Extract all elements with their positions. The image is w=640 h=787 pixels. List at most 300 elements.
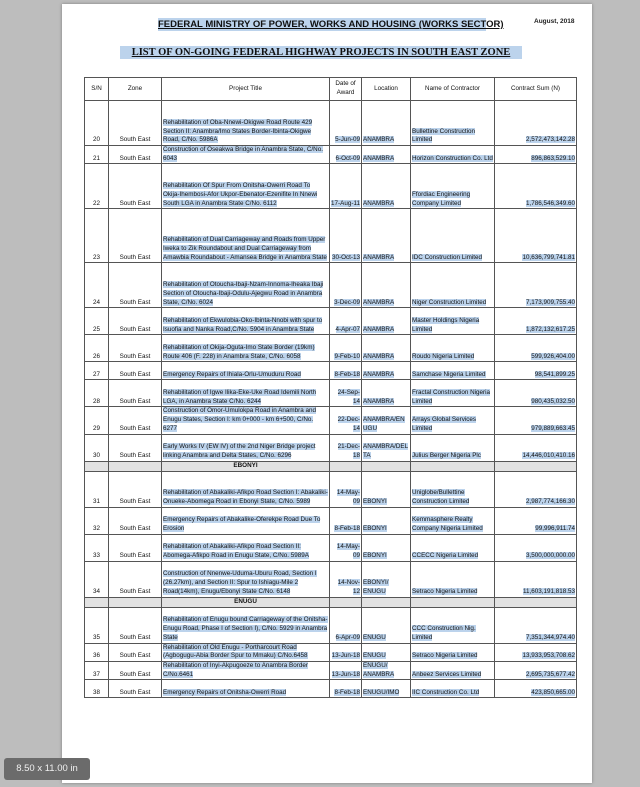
row-zone: South East [119, 451, 151, 459]
row-sn-cell [85, 209, 109, 263]
row-location-cell [362, 209, 411, 263]
row-contract-sum: 2,987,774,166.30 [525, 497, 575, 505]
row-date-of-award-cell [330, 680, 362, 698]
row-sn: 34 [92, 587, 100, 595]
table-row [85, 209, 577, 263]
section-cell [85, 461, 109, 471]
section-cell [362, 461, 411, 471]
row-sn: 31 [92, 497, 100, 505]
row-zone: South East [119, 370, 151, 378]
row-zone-cell [109, 507, 162, 534]
row-location: ENUGU/ ANAMBRA [363, 661, 395, 678]
row-date-of-award: 5-Jun-09 [335, 136, 360, 144]
row-project-title: Emergency Repairs of Onitsha-Owerri Road [163, 688, 287, 696]
row-contract-sum: 423,850,665.00 [531, 688, 575, 696]
row-project-title-cell [162, 101, 330, 146]
row-location-cell [362, 507, 411, 534]
row-zone: South East [119, 352, 151, 360]
section-cell [330, 461, 362, 471]
row-project-title: Rehabilitation of Igwe Ilika-Eke-Uke Road Idemili North LGA, in Anambra State C/No. 6244 [163, 389, 317, 405]
section-cell [411, 597, 495, 607]
row-zone-cell [109, 380, 162, 407]
row-sn: 26 [92, 352, 100, 360]
row-location: ENUGU [363, 633, 386, 641]
row-project-title: Rehabilitation of Abakaliki-Afikpo Road Section I: Abakaliki-Onueke-Abomega Road in Ebonyi State, C/No. 5989 [163, 489, 328, 505]
table-row [85, 263, 577, 308]
row-contractor: Samchase Nigeria Limited [412, 370, 486, 378]
row-date-of-award-cell [330, 661, 362, 679]
row-sn: 33 [92, 551, 100, 559]
col-contractor-header: Name of Contractor [411, 78, 495, 101]
row-project-title: Construction of Omor-Umulokpa Road in Anambra and Enugu States, Section I: km 0+000 - km 6+500, C/No. 6277 [163, 407, 316, 432]
row-contract-sum-cell [495, 607, 577, 643]
row-sn: 36 [92, 652, 100, 660]
row-zone-cell [109, 335, 162, 362]
row-contract-sum: 980,435,032.50 [531, 397, 575, 405]
row-sn: 21 [92, 154, 100, 162]
row-sn-cell [85, 434, 109, 461]
row-contract-sum: 3,500,000,000.00 [525, 551, 575, 559]
row-location: ANAMBRA/EN UGU [363, 416, 405, 432]
row-date-of-award-cell [330, 101, 362, 146]
row-contract-sum-cell [495, 380, 577, 407]
row-project-title: Construction of Oseakwa Bridge in Anambra State, C/No. 6043 [163, 146, 323, 162]
row-sn-cell [85, 308, 109, 335]
projects-table-body [85, 101, 577, 698]
row-project-title-cell [162, 380, 330, 407]
row-contract-sum: 2,695,735,677.42 [525, 670, 575, 678]
row-sn-cell [85, 164, 109, 209]
row-date-of-award-cell [330, 263, 362, 308]
row-contractor-cell [411, 335, 495, 362]
row-contract-sum: 979,889,663.45 [531, 424, 575, 432]
row-date-of-award: 24-Sep-14 [337, 389, 360, 405]
row-project-title: Rehabilitation of Enugu bound Carriageway of the Onitsha-Enugu Road, Phase I of Section I), C/No. 5929 in Anambra State [163, 616, 328, 641]
row-contractor: CCC Construction Nig. Limited [412, 625, 476, 641]
row-project-title-cell [162, 643, 330, 661]
row-contractor-cell [411, 434, 495, 461]
row-date-of-award: 13-Jun-18 [331, 670, 360, 678]
row-contract-sum: 10,636,799,741.81 [522, 253, 575, 261]
row-project-title-cell [162, 507, 330, 534]
row-contract-sum-cell [495, 471, 577, 507]
row-sn-cell [85, 407, 109, 434]
row-contractor: CCECC Nigeria Limited [412, 551, 479, 559]
row-sn-cell [85, 335, 109, 362]
section-cell [109, 461, 162, 471]
row-zone: South East [119, 688, 151, 696]
row-sn-cell [85, 661, 109, 679]
row-zone-cell [109, 101, 162, 146]
row-project-title-cell [162, 335, 330, 362]
row-zone-cell [109, 209, 162, 263]
row-location-cell [362, 680, 411, 698]
section-cell [85, 597, 109, 607]
row-contractor-cell [411, 362, 495, 380]
row-date-of-award: 30-Oct-13 [332, 253, 360, 261]
row-date-of-award-cell [330, 362, 362, 380]
section-cell [495, 461, 577, 471]
row-date-of-award: 21-Dec-18 [337, 443, 360, 459]
row-contract-sum-cell [495, 680, 577, 698]
col-zone-header: Zone [109, 78, 162, 101]
row-contractor: Setraco Nigeria Limited [412, 652, 478, 660]
row-sn-cell [85, 380, 109, 407]
row-contract-sum: 7,173,909,755.40 [525, 298, 575, 306]
row-contract-sum-cell [495, 362, 577, 380]
row-zone: South East [119, 633, 151, 641]
table-row [85, 380, 577, 407]
row-project-title-cell [162, 146, 330, 164]
row-date-of-award: 8-Feb-18 [334, 370, 360, 378]
row-location: ANAMBRA [363, 154, 395, 162]
row-contractor: Anbeez Services Limited [412, 670, 482, 678]
row-sn: 37 [92, 670, 100, 678]
row-zone-cell [109, 407, 162, 434]
row-project-title-cell [162, 434, 330, 461]
row-zone: South East [119, 253, 151, 261]
row-location-cell [362, 335, 411, 362]
row-project-title: Rehabilitation of Okija-Oguta-Imo State Border (19km) Route 406 (F. 228) in Anambra State, C/No. 6058 [163, 344, 315, 360]
section-label: EBONYI [162, 461, 330, 471]
row-date-of-award-cell [330, 164, 362, 209]
row-zone: South East [119, 325, 151, 333]
row-sn: 38 [92, 688, 100, 696]
row-contractor-cell [411, 263, 495, 308]
row-date-of-award-cell [330, 471, 362, 507]
section-row [85, 461, 577, 471]
table-row [85, 101, 577, 146]
section-cell [362, 597, 411, 607]
col-sum-header: Contract Sum (N) [495, 78, 577, 101]
row-zone: South East [119, 298, 151, 306]
row-location-cell [362, 101, 411, 146]
row-contractor-cell [411, 561, 495, 597]
row-date-of-award-cell [330, 434, 362, 461]
row-zone: South East [119, 524, 151, 532]
row-sn-cell [85, 362, 109, 380]
row-project-title: Rehabilitation of Abakaliki-Afikpo Road Section II: Abomega-Afikpo Road in Enugu State, C/No. 5989A [163, 543, 309, 559]
row-date-of-award-cell [330, 308, 362, 335]
row-location: ANAMBRA [363, 397, 395, 405]
row-contract-sum: 11,603,191,818.53 [522, 587, 575, 595]
row-location: ANAMBRA [363, 136, 395, 144]
row-zone: South East [119, 587, 151, 595]
row-date-of-award: 14-Nov-12 [337, 579, 360, 595]
col-location-header: Location [362, 78, 411, 101]
projects-table [84, 77, 577, 698]
row-date-of-award-cell [330, 507, 362, 534]
row-project-title-cell [162, 362, 330, 380]
row-contractor: Arrays Global Services Limited [412, 416, 477, 432]
row-contractor-cell [411, 661, 495, 679]
row-contractor: IIC Construction Co. Ltd [412, 688, 480, 696]
row-date-of-award: 14-May-09 [336, 543, 360, 559]
row-project-title-cell [162, 209, 330, 263]
section-label: ENUGU [162, 597, 330, 607]
row-project-title: Emergency Repairs of Abakalike-Oferekpe Road Due To Erosion [163, 516, 321, 532]
row-contract-sum-cell [495, 263, 577, 308]
row-contract-sum: 2,572,473,142.28 [525, 136, 575, 144]
row-project-title-cell [162, 407, 330, 434]
table-row [85, 643, 577, 661]
row-sn-cell [85, 561, 109, 597]
row-sn: 24 [92, 298, 100, 306]
table-row [85, 407, 577, 434]
row-location-cell [362, 362, 411, 380]
table-row [85, 561, 577, 597]
row-contractor: Master Holdings Nigeria Limited [412, 317, 480, 333]
row-project-title: Construction of Nnenwe-Uduma-Uburu Road, Section I (26.27km), and Section II: Spur to Ishiagu-Mile 2 Road(14km), Enugu/Ebonyi State C/No. 6148 [163, 570, 317, 595]
row-sn-cell [85, 146, 109, 164]
col-sn-header: S/N [85, 78, 109, 101]
row-date-of-award-cell [330, 335, 362, 362]
row-location-cell [362, 407, 411, 434]
row-contractor: IDC Construction Limited [412, 253, 482, 261]
row-zone-cell [109, 607, 162, 643]
section-cell [330, 597, 362, 607]
row-zone-cell [109, 661, 162, 679]
row-contract-sum-cell [495, 507, 577, 534]
row-contractor: Uniglobe/Bullettine Construction Limited [412, 489, 470, 505]
row-contract-sum: 13,933,953,708.62 [522, 652, 575, 660]
row-contractor-cell [411, 643, 495, 661]
row-zone: South East [119, 136, 151, 144]
row-sn: 28 [92, 397, 100, 405]
row-project-title-cell [162, 534, 330, 561]
row-contractor: Horizon Construction Co. Ltd [412, 154, 493, 162]
row-location: EBONYI [363, 497, 387, 505]
table-row [85, 146, 577, 164]
row-zone-cell [109, 308, 162, 335]
row-project-title: Rehabilitation of Oba-Nnewi-Okigwe Road Route 429 Section II: Anambra/Imo States Border-Ibinta-Okigwe Road, C/No. 5986A [163, 118, 313, 144]
table-row [85, 534, 577, 561]
table-row [85, 661, 577, 679]
row-location-cell [362, 146, 411, 164]
row-contractor-cell [411, 101, 495, 146]
table-row [85, 362, 577, 380]
row-project-title: Early Works IV (EW IV) of the 2nd Niger Bridge project linking Anambra and Delta States, C/No. 6296 [163, 443, 316, 459]
row-contractor-cell [411, 680, 495, 698]
row-date-of-award: 6-Oct-09 [335, 154, 360, 162]
row-location: ANAMBRA [363, 298, 395, 306]
row-zone-cell [109, 534, 162, 561]
row-sn: 27 [92, 370, 100, 378]
row-date-of-award: 14-May-09 [336, 489, 360, 505]
section-cell [109, 597, 162, 607]
row-project-title: Rehabilitation of Otoucha-Ibaji-Nzam-Innoma-Iheaka Ibaji Section of Otoucha-Ibaji-Odulu-Ajegwu Road in Anambra State, C/No. 6024 [163, 281, 324, 306]
row-zone-cell [109, 146, 162, 164]
row-sn-cell [85, 680, 109, 698]
row-contractor: Fractal Construction Nigeria Limited [412, 389, 491, 405]
section-cell [411, 461, 495, 471]
row-zone: South East [119, 397, 151, 405]
row-contract-sum-cell [495, 164, 577, 209]
row-sn-cell [85, 507, 109, 534]
row-location-cell [362, 434, 411, 461]
row-location-cell [362, 607, 411, 643]
row-date-of-award: 9-Feb-10 [334, 352, 360, 360]
row-contract-sum-cell [495, 146, 577, 164]
row-contract-sum: 14,446,010,410.16 [522, 451, 575, 459]
row-date-of-award: 8-Feb-18 [334, 524, 360, 532]
row-date-of-award-cell [330, 407, 362, 434]
row-location: ENUGU [363, 652, 386, 660]
row-contract-sum: 7,351,344,974.40 [525, 633, 575, 641]
row-project-title-cell [162, 561, 330, 597]
row-contractor: Niger Construction Limited [412, 298, 487, 306]
row-sn-cell [85, 263, 109, 308]
row-contractor-cell [411, 380, 495, 407]
row-contractor: Roudo Nigeria Limited [412, 352, 475, 360]
row-contract-sum-cell [495, 209, 577, 263]
row-contractor: Setraco Nigeria Limited [412, 587, 478, 595]
row-sn: 35 [92, 633, 100, 641]
row-contract-sum: 98,541,899.25 [534, 370, 575, 378]
table-row [85, 335, 577, 362]
row-location-cell [362, 380, 411, 407]
row-date-of-award: 22-Dec-14 [337, 416, 360, 432]
row-zone-cell [109, 643, 162, 661]
row-contractor-cell [411, 407, 495, 434]
row-project-title: Rehabilitation Of Spur From Onitsha-Owerri Road To Okija-Ihembosi-Afor Ukpor-Ebenator-Ezenifite In Nnewi South LGA in Anambra State C/No. 6112 [163, 182, 318, 207]
row-zone-cell [109, 561, 162, 597]
row-contractor-cell [411, 607, 495, 643]
row-sn-cell [85, 607, 109, 643]
row-date-of-award-cell [330, 561, 362, 597]
row-location: ENUGU/IMO [363, 688, 400, 696]
row-zone: South East [119, 551, 151, 559]
col-project-header: Project Title [162, 78, 330, 101]
row-project-title-cell [162, 661, 330, 679]
row-location-cell [362, 308, 411, 335]
row-project-title: Rehabilitation of Ekwulobia-Oko-Ibinta-Nnobi with spur to Isuofia and Nanka Road,C/No. 5904 in Anambra State [163, 317, 323, 333]
row-zone-cell [109, 164, 162, 209]
row-date-of-award: 17-Aug-11 [331, 199, 360, 207]
row-date-of-award-cell [330, 607, 362, 643]
row-location: ANAMBRA [363, 253, 395, 261]
row-zone: South East [119, 154, 151, 162]
row-location: EBONYI [363, 551, 387, 559]
document-page [62, 4, 592, 783]
row-project-title-cell [162, 607, 330, 643]
row-location: ANAMBRA/DEL TA [363, 443, 409, 459]
row-location-cell [362, 534, 411, 561]
row-location: EBONYI [363, 524, 387, 532]
row-location-cell [362, 661, 411, 679]
row-location: EBONYI/ ENUGU [363, 579, 389, 595]
table-header-row [85, 78, 577, 101]
row-location: ANAMBRA [363, 199, 395, 207]
row-contractor-cell [411, 209, 495, 263]
row-sn: 30 [92, 451, 100, 459]
table-row [85, 507, 577, 534]
row-zone-cell [109, 680, 162, 698]
row-date-of-award: 4-Apr-07 [335, 325, 360, 333]
row-contractor-cell [411, 164, 495, 209]
row-contract-sum-cell [495, 643, 577, 661]
row-contract-sum-cell [495, 335, 577, 362]
row-contractor: Kemmasphere Realty Company Nigeria Limited [412, 516, 483, 532]
row-zone-cell [109, 362, 162, 380]
table-row [85, 308, 577, 335]
row-contractor-cell [411, 308, 495, 335]
row-contractor-cell [411, 507, 495, 534]
table-row [85, 680, 577, 698]
table-row [85, 607, 577, 643]
row-contract-sum-cell [495, 661, 577, 679]
row-location-cell [362, 561, 411, 597]
row-contract-sum-cell [495, 407, 577, 434]
row-location: ANAMBRA [363, 370, 395, 378]
row-zone-cell [109, 434, 162, 461]
row-sn: 23 [92, 253, 100, 261]
row-project-title: Emergency Repairs of Ihiala-Orlu-Umuduru Road [163, 370, 301, 378]
row-project-title: Rehabilitation of Inyi-Akpugoeze to Anambra Border C/No.6461 [163, 661, 308, 678]
row-zone: South East [119, 424, 151, 432]
row-sn-cell [85, 534, 109, 561]
row-contract-sum: 1,872,132,617.25 [525, 325, 575, 333]
row-date-of-award: 3-Dec-09 [334, 298, 360, 306]
row-contractor-cell [411, 146, 495, 164]
row-contract-sum-cell [495, 534, 577, 561]
row-location-cell [362, 643, 411, 661]
row-contract-sum-cell [495, 561, 577, 597]
row-project-title-cell [162, 471, 330, 507]
row-sn-cell [85, 471, 109, 507]
row-date-of-award: 13-Jun-18 [331, 652, 360, 660]
row-zone-cell [109, 263, 162, 308]
row-zone: South East [119, 652, 151, 660]
row-sn: 25 [92, 325, 100, 333]
row-location: ANAMBRA [363, 325, 395, 333]
row-contractor: Ffordiac Engineering Company Limited [412, 191, 471, 207]
row-sn: 20 [92, 136, 100, 144]
row-project-title-cell [162, 164, 330, 209]
section-row [85, 597, 577, 607]
row-contractor: Bullettine Construction Limited [412, 127, 476, 144]
row-date-of-award-cell [330, 146, 362, 164]
table-row [85, 471, 577, 507]
row-location: ANAMBRA [363, 352, 395, 360]
row-zone: South East [119, 199, 151, 207]
row-location-cell [362, 471, 411, 507]
row-contractor-cell [411, 471, 495, 507]
row-project-title: Rehabilitation of Old Enugu - Portharcourt Road (Agbogugu-Abia Border Spur to Mmaku) C/No.6458 [163, 643, 308, 660]
row-contract-sum: 99,996,911.74 [535, 524, 575, 532]
row-sn: 29 [92, 424, 100, 432]
row-project-title: Rehabilitation of Dual Carriageway and Roads from Upper Iweka to Zik Roundabout and Dual Carriageway from Amawbia Roundabout - Amansea Bridge in Anambra State [163, 236, 327, 261]
row-zone: South East [119, 670, 151, 678]
row-contract-sum: 599,926,404.00 [531, 352, 575, 360]
row-zone-cell [109, 471, 162, 507]
row-sn: 32 [92, 524, 100, 532]
row-date-of-award-cell [330, 643, 362, 661]
page-subtitle: LIST OF ON-GOING FEDERAL HIGHWAY PROJECTS IN SOUTH EAST ZONE [120, 46, 522, 59]
row-contract-sum-cell [495, 308, 577, 335]
row-zone: South East [119, 497, 151, 505]
row-contractor-cell [411, 534, 495, 561]
row-date-of-award-cell [330, 209, 362, 263]
row-location-cell [362, 263, 411, 308]
row-date-of-award-cell [330, 380, 362, 407]
row-contract-sum-cell [495, 101, 577, 146]
page-size-badge: 8.50 x 11.00 in [4, 758, 90, 780]
row-contract-sum: 1,786,546,349.60 [525, 199, 575, 207]
section-cell [495, 597, 577, 607]
row-project-title-cell [162, 308, 330, 335]
col-date-header: Date of Award [330, 78, 362, 101]
